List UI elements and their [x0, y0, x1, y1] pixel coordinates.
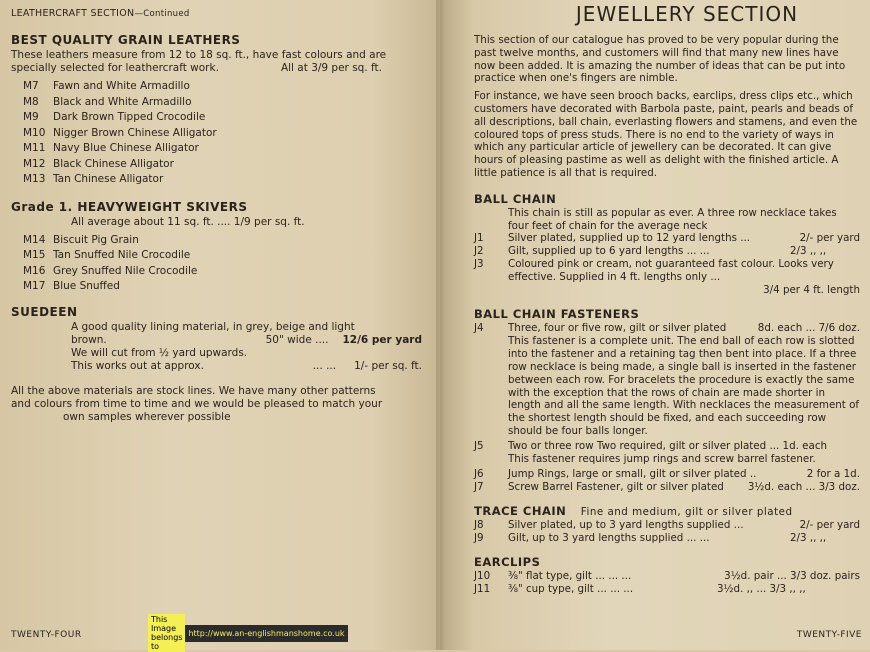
intro-paragraph-1: This section of our catalogue has proved to be very popular during the past twelve months, and customers will find that many new lines have now been added. It is amazing the number of ideas that can be put into practice when one's fingers are nimble. — [474, 34, 846, 85]
list-item — [11, 95, 422, 111]
item-desc: Jump Rings, large or small, gilt or silver plated .. — [508, 467, 757, 480]
grain-list — [11, 79, 422, 188]
item-code: M11 — [23, 142, 46, 154]
j4-description: This fastener is a complete unit. The end ball of each row is slotted into the fastener and a retaining tag then bent into place. If a three row necklace is being made, a single ball is inserted in the fastener between each row. For bracelets the procedure is exactly the same with the exception that the rows of chain are made shorter in length and all the same length. With necklaces the measurement of the shortest length should be fixed, and each succeeding row should be four balls longer. — [508, 335, 860, 437]
suedeen-line-4c: 1/- per sq. ft. — [354, 359, 422, 372]
item-price: 2/- per yard — [799, 232, 860, 245]
j5-description: This fastener requires jump rings and screw barrel fastener. — [508, 452, 816, 465]
item-code: M9 — [23, 111, 39, 123]
item-name: Black Chinese Alligator — [53, 157, 174, 170]
suedeen-line-2 — [11, 334, 422, 347]
grain-intro-price: All at 3/9 per sq. ft. — [280, 62, 382, 74]
closing-2: and colours from time to time and we would be pleased to match your — [11, 397, 383, 410]
item-code: M16 — [23, 264, 46, 277]
item-price: 2/3 ,, ,, — [790, 245, 827, 258]
skivers-heading: Grade 1. HEAVYWEIGHT SKIVERS — [11, 199, 248, 214]
item-code: J3 — [474, 258, 484, 271]
suedeen-line-2b: 50" wide .... — [265, 333, 329, 346]
list-item-price-row — [474, 284, 860, 297]
item-code: J5 — [474, 439, 484, 452]
intro-paragraph-2: For instance, we have seen brooch backs, earclips, dress clips etc., which customers have decorated with Barbola paste, paint, pearls and beads of all descriptions, ball chain, everlasting flowers and stamens, and even the coloured tops of press studs. There is no end to the variety of ways in which any particular article of jewellery can be decorated. It can give hours of pleasing pastime as well as delight with the finished article. A little patience is all that is required. — [474, 90, 858, 179]
list-item — [11, 141, 422, 157]
item-price: 2/3 ,, ,, — [790, 531, 827, 544]
skivers-intro: All average about 11 sq. ft. .... 1/9 per sq. ft. — [71, 215, 305, 228]
item-price: 2 for a 1d. — [806, 467, 860, 480]
item-name: Nigger Brown Chinese Alligator — [53, 126, 217, 139]
list-item — [474, 232, 860, 245]
running-head-text: LEATHERCRAFT SECTION — [11, 8, 135, 19]
watermark-url[interactable]: http://www.an-englishmanshome.co.uk — [185, 625, 347, 642]
item-code: M15 — [23, 249, 46, 261]
item-desc: Silver plated, supplied up to 12 yard lengths ... — [508, 232, 751, 245]
list-item — [11, 172, 422, 188]
list-item — [474, 468, 860, 481]
list-item — [11, 126, 422, 142]
item-code: M7 — [23, 80, 39, 92]
item-name: Navy Blue Chinese Alligator — [53, 142, 199, 154]
page-right — [440, 0, 870, 650]
list-item — [474, 532, 860, 545]
trace-chain-note: Fine and medium, gilt or silver plated — [580, 505, 793, 518]
item-name: Dark Brown Tipped Crocodile — [53, 111, 206, 123]
grain-intro-2: specially selected for leathercraft work. — [11, 62, 219, 74]
item-price: 2/- per yard — [799, 518, 860, 531]
item-code: M8 — [23, 95, 39, 108]
grain-intro-1: These leathers measure from 12 to 18 sq. ft., have fast colours and are — [11, 49, 387, 61]
watermark-label — [148, 614, 185, 652]
item-code: J4 — [474, 322, 484, 335]
watermark-label-1: This Image — [151, 615, 177, 633]
item-desc: ⅜" cup type, gilt ... ... ... — [508, 582, 634, 595]
item-name: Blue Snuffed — [53, 280, 120, 292]
running-head-continued: —Continued — [134, 9, 190, 19]
item-desc: Coloured pink or cream, not guaranteed fast colour. Looks very effective. Supplied in 4 ft. lengths only ... — [508, 258, 834, 284]
item-code: J1 — [474, 232, 484, 245]
list-item — [11, 110, 422, 126]
grain-intro-2-row — [11, 62, 422, 75]
item-name: Fawn and White Armadillo — [53, 80, 190, 92]
item-code: J6 — [474, 467, 484, 480]
closing-3: own samples wherever possible — [63, 410, 231, 423]
suedeen-line-4 — [11, 360, 422, 373]
list-item — [474, 322, 860, 335]
item-price: 3/4 per 4 ft. length — [763, 284, 860, 297]
item-name: Tan Snuffed Nile Crocodile — [53, 249, 191, 261]
page-title: JEWELLERY SECTION — [575, 2, 799, 26]
item-name: Biscuit Pig Grain — [53, 233, 139, 246]
list-item — [11, 233, 422, 249]
item-desc: Three, four or five row, gilt or silver plated — [508, 322, 727, 335]
item-code: J9 — [474, 531, 484, 544]
item-code: J7 — [474, 480, 484, 493]
item-code: J2 — [474, 245, 484, 258]
suedeen-line-4b: ... ... — [312, 359, 337, 372]
suedeen-line-2a: brown. — [71, 333, 107, 346]
item-code: M12 — [23, 157, 46, 170]
item-code: M14 — [23, 233, 46, 246]
list-item — [474, 570, 860, 583]
item-name: Black and White Armadillo — [53, 95, 192, 108]
list-item — [474, 258, 860, 284]
item-code: J11 — [474, 582, 491, 595]
folio-right: TWENTY-FIVE — [796, 630, 862, 640]
item-desc: Gilt, supplied up to 6 yard lengths ... ... — [508, 245, 710, 258]
list-item — [11, 248, 422, 264]
trace-chain-heading: TRACE CHAIN — [474, 503, 567, 518]
suedeen-line-3: We will cut from ½ yard upwards. — [71, 346, 248, 359]
item-code: J8 — [474, 518, 484, 531]
grain-heading: BEST QUALITY GRAIN LEATHERS — [11, 33, 241, 47]
suedeen-line-1: A good quality lining material, in grey, beige and light — [71, 320, 355, 333]
suedeen-price: 12/6 per yard — [342, 333, 422, 346]
suedeen-line-4a: This works out at approx. — [71, 359, 204, 372]
list-item — [11, 279, 422, 295]
item-price: 3½d. pair ... 3/3 doz. pairs — [724, 569, 860, 582]
list-item — [474, 481, 860, 494]
item-code: M13 — [23, 173, 46, 185]
item-price: 3½d. each ... 3/3 doz. — [747, 480, 860, 493]
list-item — [474, 440, 860, 453]
item-code: M17 — [23, 280, 46, 292]
watermark-label-2: belongs to — [151, 633, 183, 651]
folio-left: TWENTY-FOUR — [11, 630, 82, 640]
item-name: Tan Chinese Alligator — [53, 173, 164, 185]
skivers-list — [11, 233, 422, 295]
item-code: J10 — [474, 569, 491, 582]
item-desc: Two or three row Two required, gilt or silver plated ... 1d. each — [508, 439, 828, 452]
item-desc: Gilt, up to 3 yard lengths supplied ... ... — [508, 531, 710, 544]
trace-chain-heading-row — [474, 504, 860, 518]
running-head — [11, 8, 422, 19]
item-desc: Silver plated, up to 3 yard lengths supplied ... — [508, 518, 744, 531]
item-name: Grey Snuffed Nile Crocodile — [53, 264, 198, 277]
suedeen-heading: SUEDEEN — [11, 304, 78, 319]
item-price: 8d. each ... 7/6 doz. — [757, 322, 860, 335]
ball-chain-intro: This chain is still as popular as ever. A three row necklace takes four feet of chain for the average neck — [508, 206, 837, 232]
list-item — [474, 519, 860, 532]
watermark — [148, 615, 345, 651]
earclips-heading: EARCLIPS — [474, 554, 541, 569]
item-price: 3½d. ,, ... 3/3 ,, ,, — [717, 582, 806, 595]
fasteners-heading: BALL CHAIN FASTENERS — [474, 307, 640, 322]
item-code: M10 — [23, 126, 46, 139]
ball-chain-heading: BALL CHAIN — [474, 191, 557, 206]
list-item — [474, 583, 860, 596]
book-gutter — [436, 0, 444, 650]
list-item — [474, 245, 860, 258]
closing-1: All the above materials are stock lines. We have many other patterns — [11, 384, 376, 397]
list-item — [11, 157, 422, 173]
list-item — [11, 264, 422, 280]
list-item — [11, 79, 422, 95]
item-desc: Screw Barrel Fastener, gilt or silver plated — [508, 480, 724, 493]
item-desc: ⅜" flat type, gilt ... ... ... — [508, 569, 632, 582]
